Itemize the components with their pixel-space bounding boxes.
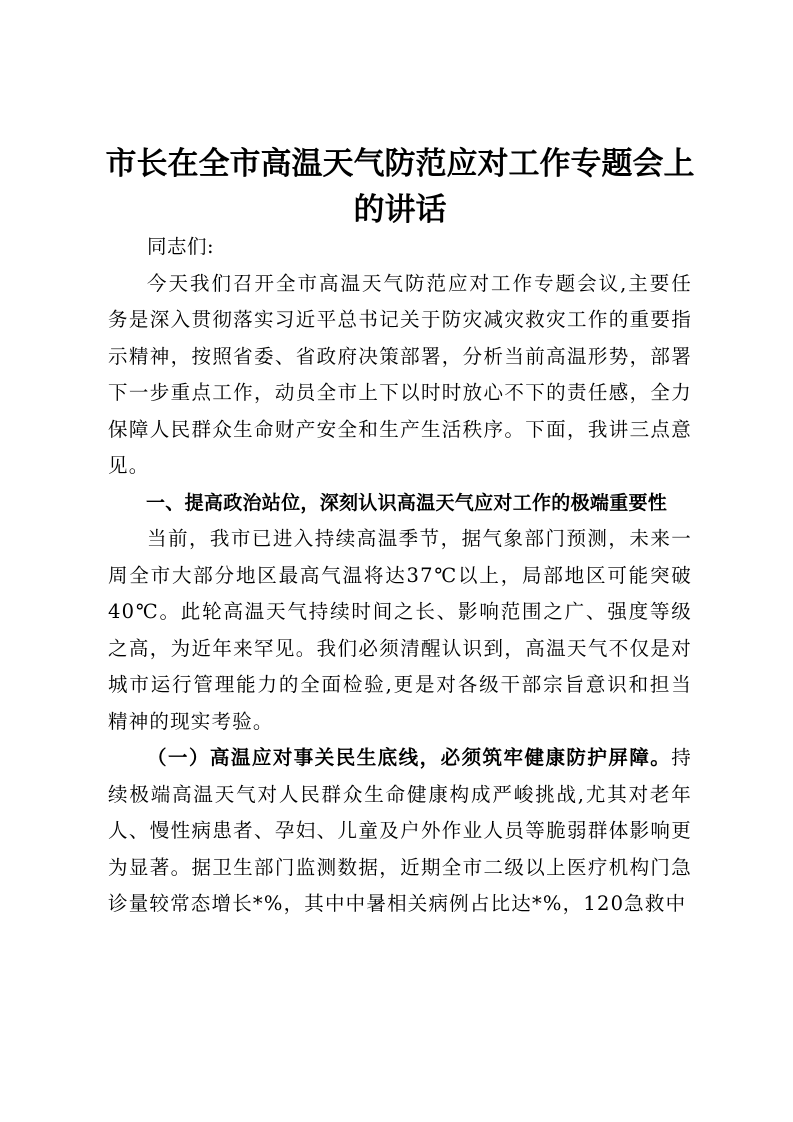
salutation: 同志们: — [147, 235, 215, 258]
document-body — [108, 229, 692, 923]
subsection-text: 持续极端高温天气对人民群众生命健康构成严峻挑战,尤其对老年人、慢性病患者、孕妇、儿童及户外作业人员等脆弱群体影响更为显著。据卫生部门监测数据，近期全市二级以上医疗机构门急诊量较常态增长*%，其中中暑相关病例占比达*%，120急救中 — [108, 746, 692, 915]
subsection-heading-1: （一）高温应对事关民生底线，必须筑牢健康防护屏障。 — [147, 746, 672, 769]
intro-paragraph: 今天我们召开全市高温天气防范应对工作专题会议,主要任务是深入贯彻落实习近平总书记关于防灾减灾救灾工作的重要指示精神，按照省委、省政府决策部署，分析当前高温形势，部署下一步重点工作，动员全市上下以时时放心不下的责任感，全力保障人民群众生命财产安全和生产生活秩序。下面，我讲三点意见。 — [108, 271, 692, 477]
subsection-paragraph — [108, 740, 692, 923]
document-title: 市长在全市高温天气防范应对工作专题会上的讲话 — [105, 146, 695, 228]
section-heading-1: 一、提高政治站位，深刻认识高温天气应对工作的极端重要性 — [146, 491, 668, 514]
section-1-paragraph: 当前，我市已进入持续高温季节，据气象部门预测，未来一周全市大部分地区最高气温将达37℃以上，局部地区可能突破40℃。此轮高温天气持续时间之长、影响范围之广、强度等级之高，为近年来罕见。我们必须清醒认识到，高温天气不仅是对城市运行管理能力的全面检验,更是对各级干部宗旨意识和担当精神的现实考验。 — [108, 527, 692, 733]
